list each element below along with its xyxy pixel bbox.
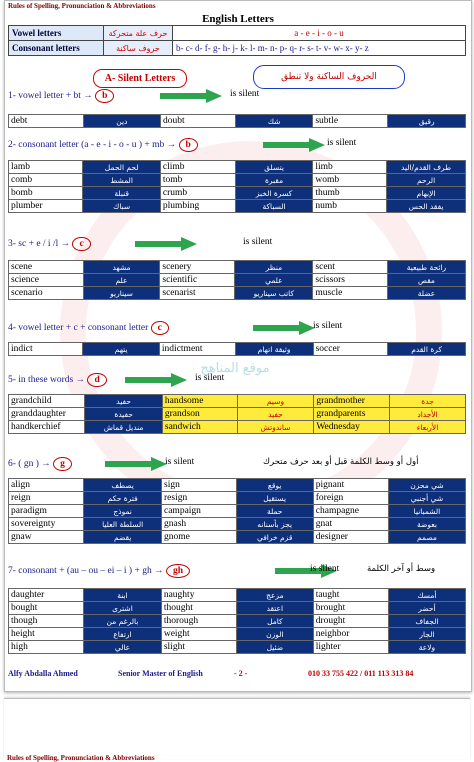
arabic-meaning: شي محزن	[388, 479, 465, 492]
rule-number: 1-	[8, 91, 16, 101]
next-page	[4, 698, 470, 762]
arabic-meaning: حفيد	[237, 408, 314, 421]
english-word: brought	[313, 602, 388, 615]
english-word: sovereignty	[9, 518, 84, 531]
english-word: scenario	[9, 287, 84, 300]
arabic-meaning: يستقيل	[236, 492, 313, 505]
english-word: indictment	[159, 343, 235, 356]
table-row	[9, 641, 466, 654]
table-row	[9, 343, 466, 356]
arabic-meaning: يجز بأسنانه	[236, 518, 313, 531]
english-word: naughty	[161, 589, 236, 602]
arabic-meaning: الجفاف	[388, 615, 465, 628]
english-word: lighter	[313, 641, 388, 654]
english-word: height	[9, 628, 84, 641]
english-word: campaign	[162, 505, 237, 518]
word-table-6	[8, 478, 466, 544]
silent-letter-badge: b	[179, 138, 198, 152]
english-word: gnat	[313, 518, 388, 531]
english-word: numb	[313, 200, 387, 213]
green-arrow-icon	[125, 373, 187, 387]
table-row	[9, 628, 466, 641]
is-silent-label: is silent	[195, 373, 225, 383]
silent-letter-badge: gh	[166, 564, 190, 578]
arabic-meaning: بالرغم من	[84, 615, 162, 628]
table-row	[9, 395, 466, 408]
arabic-meaning: منديل قماش	[85, 421, 163, 434]
english-word: granddaughter	[9, 408, 85, 421]
english-word: scenarist	[160, 287, 235, 300]
table-row	[9, 408, 466, 421]
arabic-meaning: مشهد	[83, 261, 160, 274]
silent-letter-badge: d	[87, 373, 106, 387]
arabic-meaning: يفقد الحس	[387, 200, 466, 213]
arabic-meaning: عضلة	[387, 287, 465, 300]
green-arrow-icon	[135, 237, 197, 251]
footer-phones: 010 33 755 422 / 011 113 313 84	[308, 669, 414, 678]
english-word: scent	[313, 261, 388, 274]
silent-letter-badge: c	[151, 321, 169, 335]
rule-arabic-note: أول أو وسط الكلمة قبل أو بعد حرف متحرك	[263, 457, 419, 467]
english-word: taught	[313, 589, 388, 602]
arabic-meaning: يصطف	[84, 479, 162, 492]
english-word: daughter	[9, 589, 84, 602]
arabic-meaning: قزم خرافي	[236, 531, 313, 544]
rule-2	[8, 138, 198, 152]
english-word: grandmother	[314, 395, 390, 408]
english-word: scenery	[160, 261, 235, 274]
rule-3	[8, 237, 91, 251]
arabic-meaning: أحضر	[388, 602, 465, 615]
arabic-meaning: سباك	[83, 200, 160, 213]
table-row	[9, 187, 466, 200]
green-arrow-icon	[253, 321, 315, 335]
arabic-meaning: ابنة	[84, 589, 162, 602]
footer-author: Alfy Abdalla Ahmed	[8, 669, 78, 678]
silent-letter-badge: c	[72, 237, 90, 251]
arabic-meaning: كرة القدم	[388, 343, 466, 356]
english-word: drought	[313, 615, 388, 628]
green-arrow-icon	[160, 89, 222, 103]
arabic-meaning: يوقع	[236, 479, 313, 492]
english-word: subtle	[313, 115, 388, 128]
arabic-meaning: اعتقد	[237, 602, 314, 615]
rule-5	[8, 373, 107, 387]
english-word: though	[9, 615, 84, 628]
arabic-meaning: اشترى	[84, 602, 162, 615]
table-row	[9, 518, 466, 531]
watermark-text: موقع المناهج	[200, 361, 270, 376]
arabic-meaning: ولاعة	[388, 641, 465, 654]
english-word: lamb	[9, 161, 83, 174]
word-table-4	[8, 342, 466, 356]
arabic-meaning: طرف القدم/اليد	[387, 161, 466, 174]
english-word: bomb	[9, 187, 83, 200]
arabic-meaning: قنبلة	[83, 187, 160, 200]
rule-text: consonant letter (a - e - i - o - u ) + mb →	[18, 140, 177, 150]
table-row	[9, 531, 466, 544]
english-word: grandparents	[314, 408, 390, 421]
arabic-meaning: نموذج	[84, 505, 162, 518]
arabic-meaning: بعوضة	[388, 518, 465, 531]
arabic-meaning: يقضم	[84, 531, 162, 544]
arabic-meaning: يتسلق	[235, 161, 313, 174]
english-word: tomb	[160, 174, 235, 187]
is-silent-label: is silent	[165, 457, 195, 467]
arabic-meaning: لحم الحمل	[83, 161, 160, 174]
arabic-meaning: كسرة الخبز	[235, 187, 313, 200]
rule-text: vowel letter + c + consonant letter	[18, 323, 149, 333]
arabic-meaning: أمسك	[388, 589, 465, 602]
arabic-meaning: الجار	[388, 628, 465, 641]
rule-number: 5-	[8, 375, 16, 385]
is-silent-label: is silent	[310, 564, 340, 574]
english-word: grandson	[162, 408, 237, 421]
english-word: thorough	[161, 615, 236, 628]
english-word: sandwich	[162, 421, 237, 434]
is-silent-label: is silent	[230, 89, 260, 99]
rule-6	[8, 457, 72, 471]
arabic-meaning: عالي	[84, 641, 162, 654]
arabic-meaning: رقيق	[388, 115, 466, 128]
english-word: align	[9, 479, 84, 492]
arabic-meaning: مقبرة	[235, 174, 313, 187]
arabic-meaning: كامل	[237, 615, 314, 628]
arabic-meaning: شي أجنبي	[388, 492, 465, 505]
english-word: reign	[9, 492, 84, 505]
letters-table	[8, 25, 466, 56]
table-row	[9, 615, 466, 628]
word-table-5	[8, 394, 466, 434]
arabic-meaning: منظر	[235, 261, 313, 274]
english-word: handkerchief	[9, 421, 85, 434]
arabic-meaning: مزعج	[237, 589, 314, 602]
english-word: doubt	[160, 115, 235, 128]
english-word: muscle	[313, 287, 388, 300]
english-word: designer	[313, 531, 388, 544]
rule-text: in these words →	[18, 375, 86, 385]
english-word: handsome	[162, 395, 237, 408]
arabic-meaning: كاتب سيناريو	[235, 287, 313, 300]
arabic-meaning: دين	[83, 115, 160, 128]
english-word: thumb	[313, 187, 387, 200]
english-word: weight	[161, 628, 236, 641]
english-word: foreign	[313, 492, 388, 505]
table-row	[9, 115, 466, 128]
english-word: grandchild	[9, 395, 85, 408]
consonant-arabic: حروف ساكنة	[104, 41, 173, 56]
table-row	[9, 492, 466, 505]
next-page-header: Rules of Spelling, Pronunciation & Abbreviations	[7, 754, 155, 762]
english-word: neighbor	[313, 628, 388, 641]
english-word: slight	[161, 641, 236, 654]
english-word: soccer	[313, 343, 388, 356]
arabic-meaning: يتهم	[83, 343, 160, 356]
is-silent-label: is silent	[327, 138, 357, 148]
vowel-list: a - e - i - o - u	[173, 26, 466, 41]
section-title-arabic: الحروف الساكنة ولا تنطق	[253, 65, 405, 89]
arabic-meaning: ضئيل	[237, 641, 314, 654]
arabic-meaning: ارتفاع	[84, 628, 162, 641]
arabic-meaning: الإبهام	[387, 187, 466, 200]
silent-letter-badge: g	[53, 457, 72, 471]
arabic-meaning: الوزن	[237, 628, 314, 641]
arabic-meaning: علم	[83, 274, 160, 287]
table-row	[9, 200, 466, 213]
arabic-meaning: الأجداد	[390, 408, 466, 421]
document-page	[4, 0, 472, 692]
rule-4	[8, 321, 169, 335]
is-silent-label: is silent	[313, 321, 343, 331]
english-word: plumber	[9, 200, 83, 213]
vowel-arabic: حرف علة متحركة	[104, 26, 173, 41]
table-row	[9, 421, 466, 434]
english-word: gnaw	[9, 531, 84, 544]
word-table-2	[8, 160, 466, 213]
english-word: pignant	[313, 479, 388, 492]
english-word: comb	[9, 174, 83, 187]
english-word: womb	[313, 174, 387, 187]
rule-text: consonant + (au – ou – ei – i ) + gh →	[18, 566, 164, 576]
section-title: A- Silent Letters	[93, 69, 187, 88]
english-word: limb	[313, 161, 387, 174]
arabic-meaning: وسيم	[237, 395, 314, 408]
table-row	[9, 479, 466, 492]
consonant-list: b- c- d- f- g- h- j- k- l- m- n- p- q- r- s- t- v- w- x- y- z	[173, 41, 466, 56]
rule-7	[8, 564, 190, 578]
rule-number: 3-	[8, 239, 16, 249]
word-table-3	[8, 260, 466, 300]
english-word: scientific	[160, 274, 235, 287]
english-word: crumb	[160, 187, 235, 200]
arabic-meaning: حملة	[236, 505, 313, 518]
table-row	[9, 161, 466, 174]
table-row	[9, 505, 466, 518]
english-word: sign	[162, 479, 237, 492]
arabic-meaning: الرحم	[387, 174, 466, 187]
english-word: paradigm	[9, 505, 84, 518]
rule-1	[8, 89, 114, 103]
green-arrow-icon	[105, 457, 167, 471]
footer-page: - 2 -	[234, 669, 248, 678]
arabic-meaning: الأربعاء	[390, 421, 466, 434]
rule-number: 4-	[8, 323, 16, 333]
arabic-meaning: الشمبانيا	[388, 505, 465, 518]
arabic-meaning: مقص	[387, 274, 465, 287]
english-word: thought	[161, 602, 236, 615]
arabic-meaning: جدة	[390, 395, 466, 408]
arabic-meaning: علمي	[235, 274, 313, 287]
arabic-meaning: السباكة	[235, 200, 313, 213]
english-word: scissors	[313, 274, 388, 287]
arabic-meaning: حفيدة	[85, 408, 163, 421]
word-table-1	[8, 114, 466, 128]
english-word: champagne	[313, 505, 388, 518]
table-row	[9, 589, 466, 602]
table-row	[9, 261, 466, 274]
table-row	[9, 274, 466, 287]
english-word: bought	[9, 602, 84, 615]
english-word: debt	[9, 115, 84, 128]
page-title: English Letters	[202, 13, 274, 25]
english-word: science	[9, 274, 84, 287]
english-word: Wednesday	[314, 421, 390, 434]
vowel-label: Vowel letters	[9, 26, 104, 41]
english-word: climb	[160, 161, 235, 174]
word-table-7	[8, 588, 466, 654]
arabic-meaning: فترة حكم	[84, 492, 162, 505]
arabic-meaning: مصمم	[388, 531, 465, 544]
rule-text: sc + e / i /l →	[18, 239, 71, 249]
english-word: scene	[9, 261, 84, 274]
table-row	[9, 287, 466, 300]
arabic-meaning: ساندوتش	[237, 421, 314, 434]
is-silent-label: is silent	[243, 237, 273, 247]
english-word: high	[9, 641, 84, 654]
arabic-meaning: حفيد	[85, 395, 163, 408]
english-word: resign	[162, 492, 237, 505]
rule-text: vowel letter + bt →	[18, 91, 93, 101]
table-row	[9, 174, 466, 187]
consonant-label: Consonant letters	[9, 41, 104, 56]
english-word: plumbing	[160, 200, 235, 213]
arabic-meaning: سيناريو	[83, 287, 160, 300]
rule-number: 7-	[8, 566, 16, 576]
silent-letter-badge: b	[95, 89, 114, 103]
rule-number: 6-	[8, 459, 16, 469]
rule-arabic-note: وسط أو آخر الكلمة	[367, 564, 436, 574]
arabic-meaning: شك	[236, 115, 313, 128]
footer-role: Senior Master of English	[118, 669, 203, 678]
rule-text: ( gn ) →	[18, 459, 51, 469]
english-word: gnash	[162, 518, 237, 531]
rule-number: 2-	[8, 140, 16, 150]
page-header: Rules of Spelling, Pronunciation & Abbreviations	[8, 2, 156, 10]
arabic-meaning: وثيقة اتهام	[235, 343, 313, 356]
green-arrow-icon	[263, 138, 325, 152]
table-row	[9, 602, 466, 615]
arabic-meaning: المشط	[83, 174, 160, 187]
arabic-meaning: السلطة العليا	[84, 518, 162, 531]
english-word: gnome	[162, 531, 237, 544]
english-word: indict	[9, 343, 83, 356]
arabic-meaning: رائحة طبيعية	[387, 261, 465, 274]
